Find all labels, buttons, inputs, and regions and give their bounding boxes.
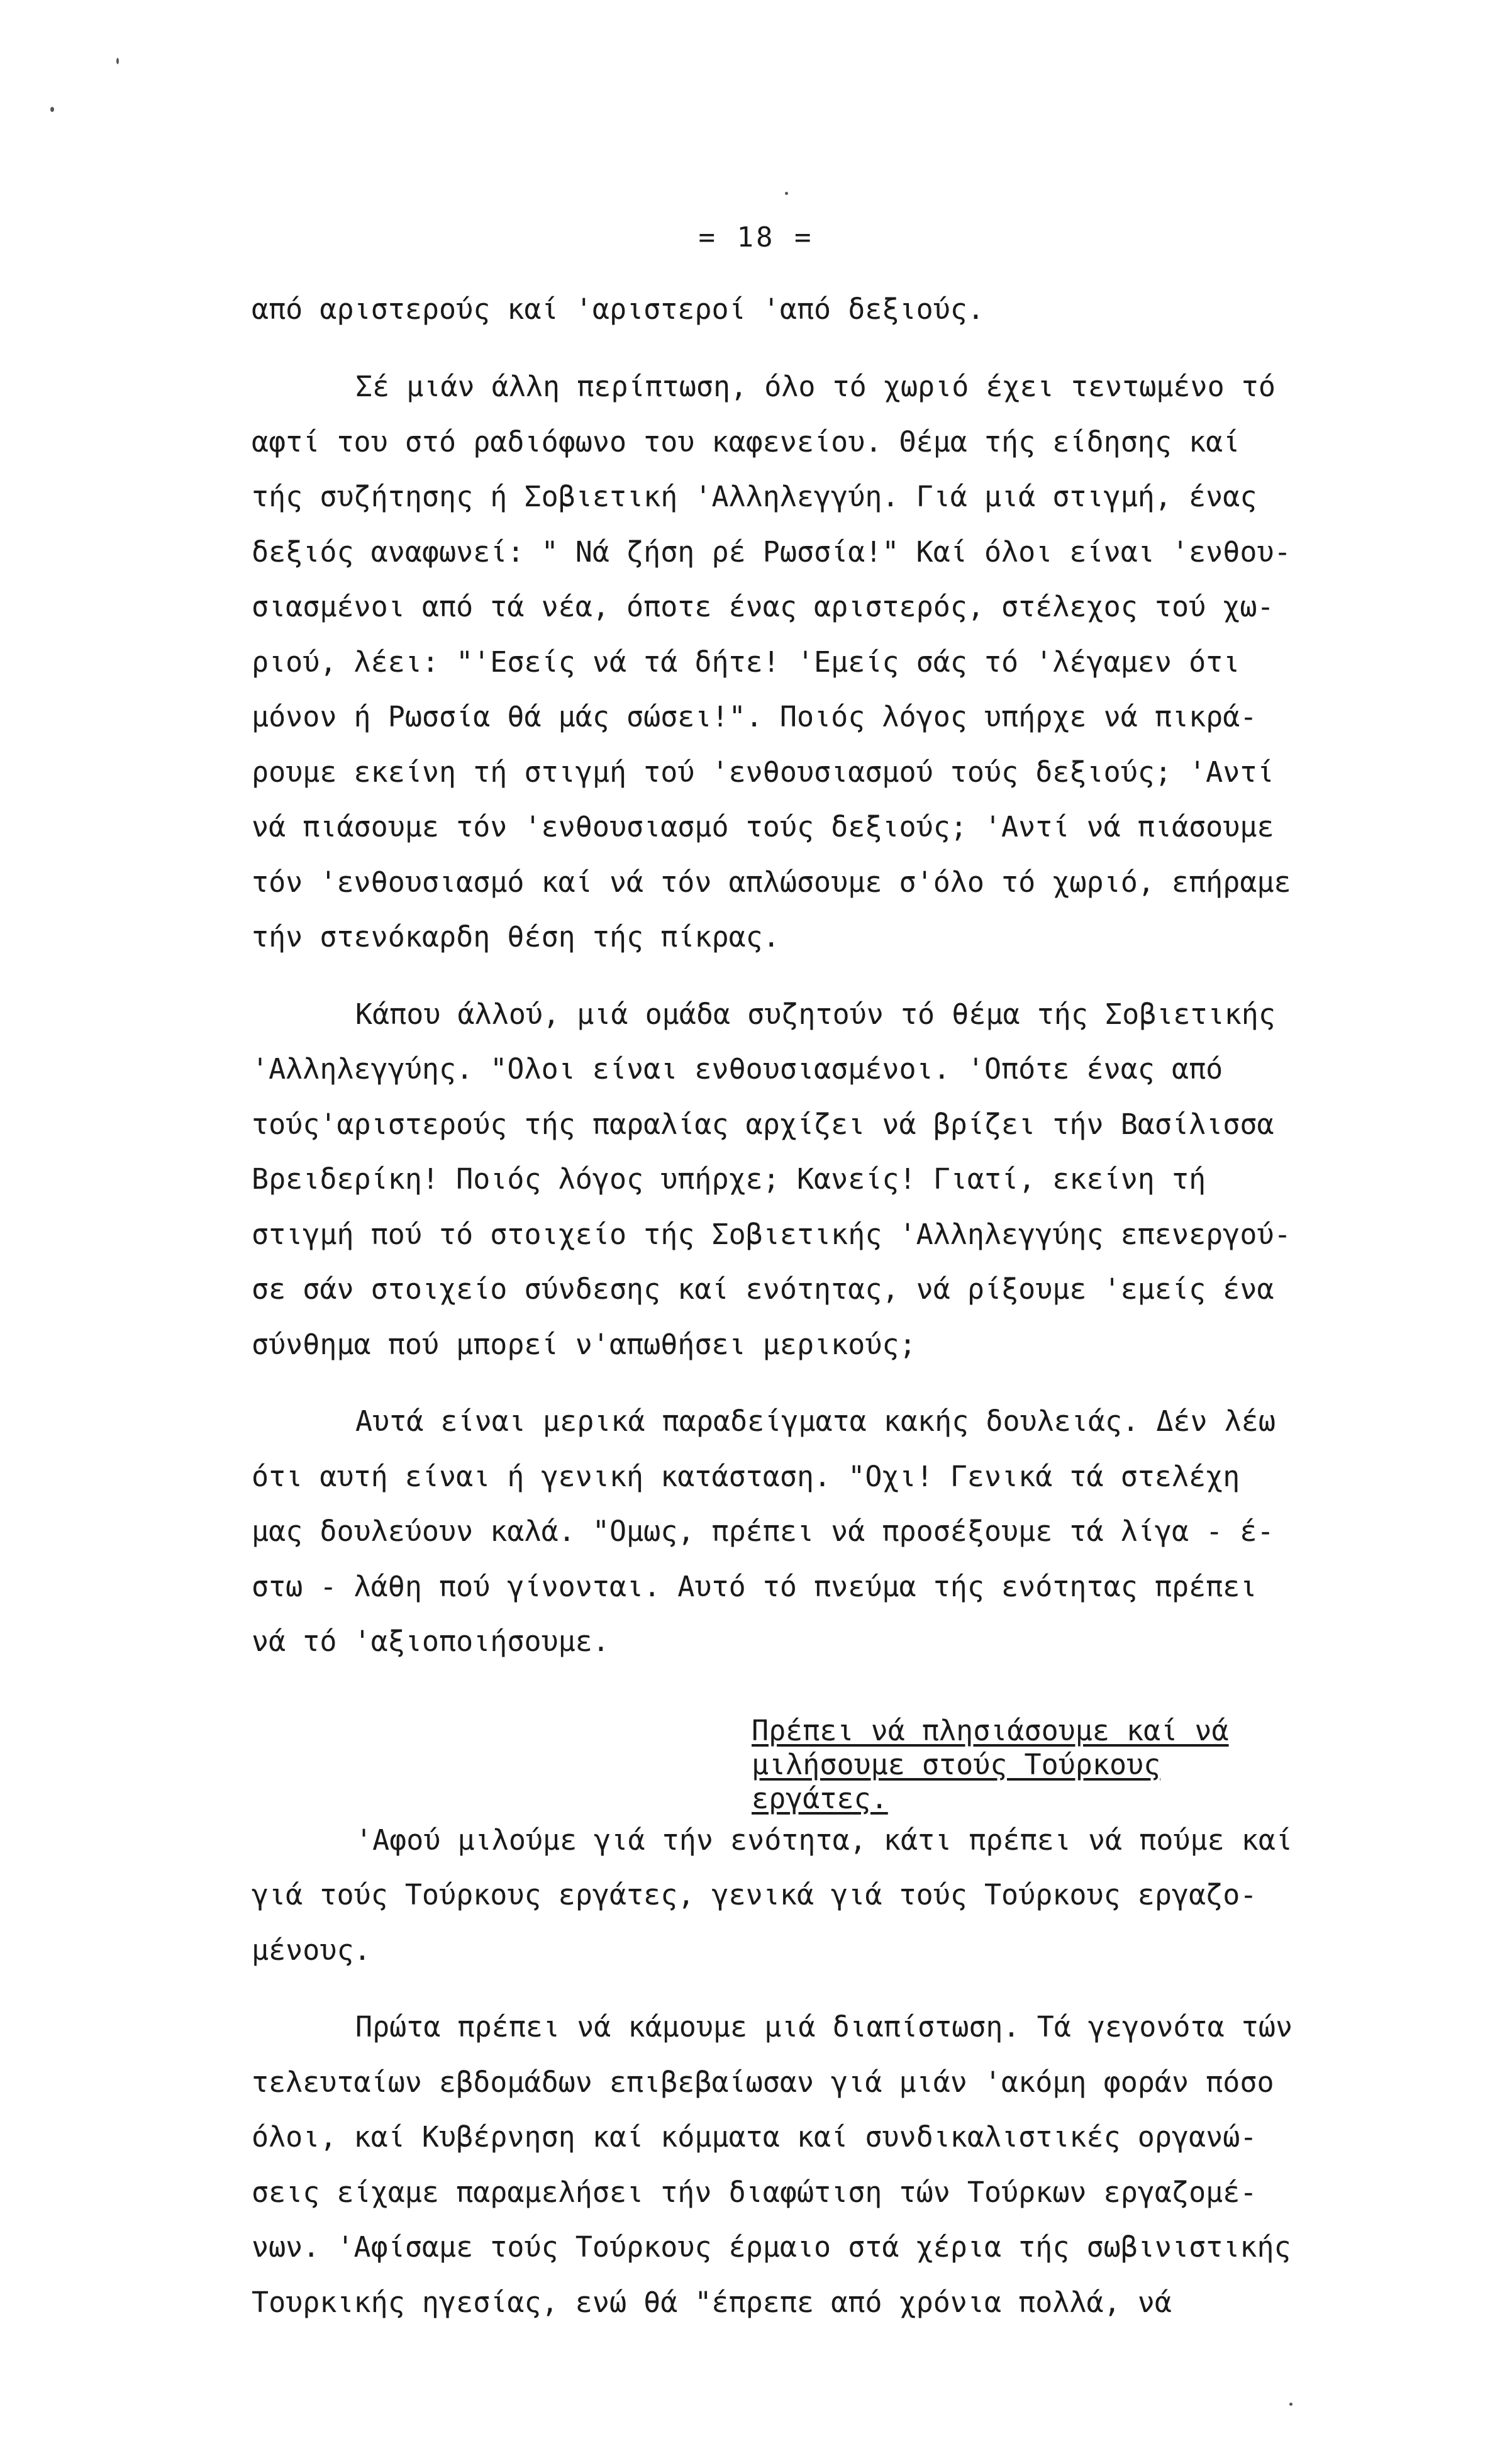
text-line: Σέ μιάν άλλη περίπτωση, όλο τό χωριό έχει τεντωμένο τό: [355, 370, 1276, 403]
text-line: τόν 'ενθουσιασμό καί νά τόν απλώσουμε σ'όλο τό χωριό, επήραμε: [252, 865, 1291, 899]
text-line: Αυτά είναι μερικά παραδείγματα κακής δουλειάς. Δέν λέω: [355, 1404, 1276, 1438]
text-line: σε σάν στοιχείο σύνδεσης καί ενότητας, νά ρίξουμε 'εμείς ένα: [252, 1272, 1274, 1306]
text-line: σιασμένοι από τά νέα, όποτε ένας αριστερός, στέλεχος τού χω-: [252, 590, 1274, 623]
text-line: νων. 'Αφίσαμε τούς Τούρκους έρμαιο στά χέρια τής σωβινιστικής: [252, 2230, 1291, 2264]
text-line: τής συζήτησης ή Σοβιετική 'Αλληλεγγύη. Γιά μιά στιγμή, ένας: [252, 480, 1257, 513]
text-line: από αριστερούς καί 'αριστεροί 'από δεξιούς.: [252, 292, 984, 326]
page-number: = 18 =: [698, 221, 814, 253]
text-line: τελευταίων εβδομάδων επιβεβαίωσαν γιά μιάν 'ακόμη φοράν πόσο: [252, 2065, 1274, 2099]
text-line: αφτί του στό ραδιόφωνο του καφενείου. Θέμα τής είδησης καί: [252, 425, 1240, 459]
text-line: τούς'αριστερούς τής παραλίας αρχίζει νά βρίζει τήν Βασίλισσα: [252, 1108, 1274, 1141]
text-line: μόνον ή Ρωσσία θά μάς σώσει!". Ποιός λόγος υπήρχε νά πικρά-: [252, 700, 1257, 733]
heading-line: Πρέπει νά πλησιάσουμε καί νά: [752, 1714, 1229, 1747]
text-line: όλοι, καί Κυβέρνηση καί κόμματα καί συνδικαλιστικές οργανώ-: [252, 2120, 1257, 2154]
text-line: ριού, λέει: "'Εσείς νά τά δήτε! 'Εμείς σάς τό 'λέγαμεν ότι: [252, 645, 1240, 679]
text-line: Βρειδερίκη! Ποιός λόγος υπήρχε; Κανείς! Γιατί, εκείνη τή: [252, 1162, 1206, 1196]
text-line: σύνθημα πού μπορεί ν'απωθήσει μερικούς;: [252, 1328, 916, 1361]
text-line: 'Αλληλεγγύης. "Ολοι είναι ενθουσιασμένοι. 'Οπότε ένας από: [252, 1052, 1223, 1086]
text-line: σεις είχαμε παραμελήσει τήν διαφώτιση τών Τούρκων εργαζομέ-: [252, 2176, 1257, 2209]
text-line: τήν στενόκαρδη θέση τής πίκρας.: [252, 920, 780, 954]
text-line: Τουρκικής ηγεσίας, ενώ θά "έπρεπε από χρόνια πολλά, νά: [252, 2286, 1172, 2319]
text-line: νά τό 'αξιοποιήσουμε.: [252, 1625, 609, 1658]
text-line: μένους.: [252, 1933, 371, 1967]
text-line: ότι αυτή είναι ή γενική κατάσταση. "Οχι! Γενικά τά στελέχη: [252, 1460, 1240, 1493]
text-line: ρουμε εκείνη τή στιγμή τού 'ενθουσιασμού τούς δεξιούς; 'Αντί: [252, 755, 1274, 789]
heading-line: εργάτες.: [752, 1782, 888, 1815]
text-line: Πρώτα πρέπει νά κάμουμε μιά διαπίστωση. Τά γεγονότα τών: [355, 2010, 1293, 2043]
text-line: γιά τούς Τούρκους εργάτες, γενικά γιά τούς Τούρκους εργαζο-: [252, 1878, 1257, 1911]
text-line: Κάπου άλλού, μιά ομάδα συζητούν τό θέμα τής Σοβιετικής: [355, 998, 1276, 1031]
scan-speck: [1289, 2403, 1292, 2406]
text-line: 'Αφού μιλούμε γιά τήν ενότητα, κάτι πρέπει νά πούμε καί: [355, 1823, 1293, 1857]
scan-speck: [116, 58, 119, 64]
heading-line: μιλήσουμε στούς Τούρκους: [752, 1748, 1161, 1781]
text-line: στιγμή πού τό στοιχείο τής Σοβιετικής 'Αλληλεγγύης επενεργού-: [252, 1218, 1291, 1251]
scan-speck: [50, 107, 54, 112]
text-line: μας δουλεύουν καλά. "Ομως, πρέπει νά προσέξουμε τά λίγα - έ-: [252, 1515, 1274, 1548]
scan-speck: [785, 192, 788, 195]
text-line: δεξιός αναφωνεί: " Νά ζήση ρέ Ρωσσία!" Καί όλοι είναι 'ενθου-: [252, 535, 1291, 569]
text-line: στω - λάθη πού γίνονται. Αυτό τό πνεύμα τής ενότητας πρέπει: [252, 1570, 1257, 1603]
text-line: νά πιάσουμε τόν 'ενθουσιασμό τούς δεξιούς; 'Αντί νά πιάσουμε: [252, 810, 1274, 843]
